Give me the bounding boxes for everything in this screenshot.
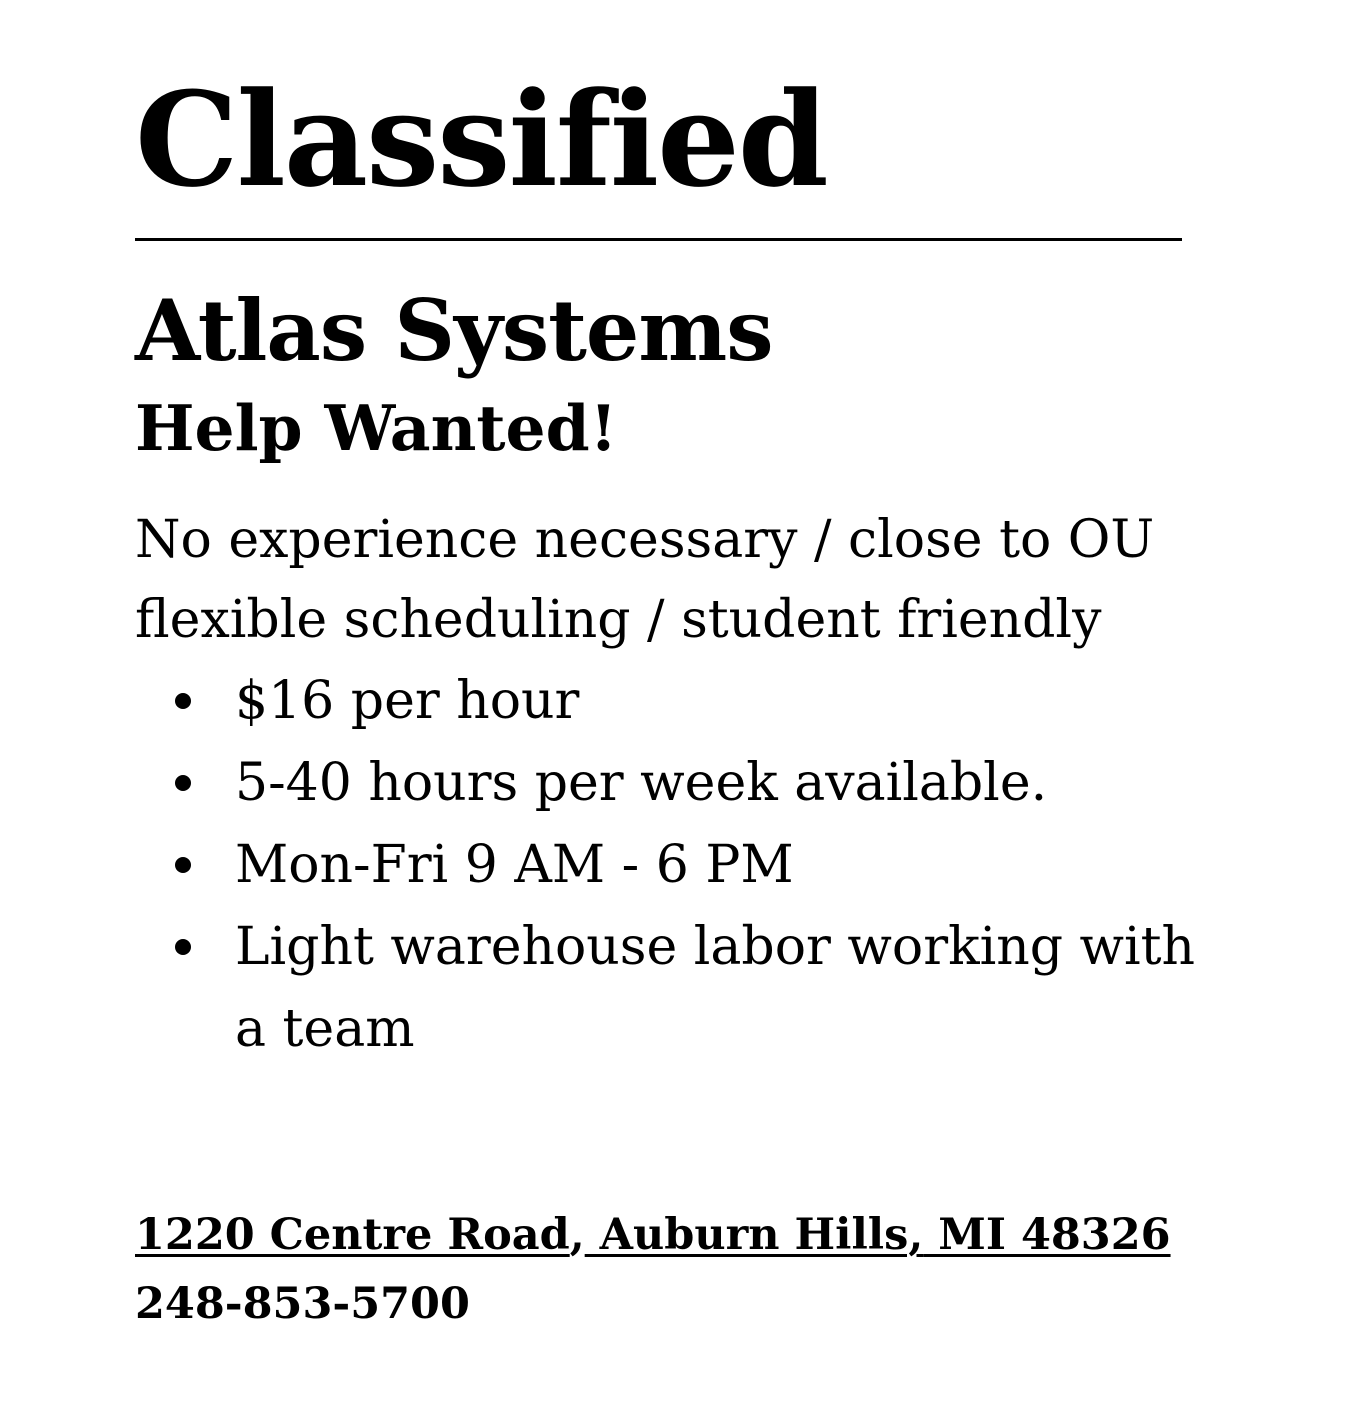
address-street-link[interactable]: 1220 Centre Road xyxy=(135,1210,570,1260)
company-name: Atlas Systems xyxy=(135,281,773,380)
list-item xyxy=(135,660,1245,742)
list-item-text: Mon-Fri 9 AM - 6 PM xyxy=(235,835,794,895)
list-item-text: Light warehouse labor working with xyxy=(235,917,1196,977)
bullet-icon xyxy=(175,939,191,955)
list-item-text-continuation: a team xyxy=(235,999,415,1059)
list-item xyxy=(135,824,1245,906)
benefits-list xyxy=(135,660,1245,1070)
ad-headline: Help Wanted! xyxy=(135,391,618,465)
list-item xyxy=(135,906,1245,1070)
list-item-text: 5-40 hours per week available. xyxy=(235,753,1048,813)
list-item xyxy=(135,742,1245,824)
bullet-icon xyxy=(175,857,191,873)
intro-text xyxy=(135,500,1154,660)
address-state-zip-link[interactable]: MI 48326 xyxy=(923,1210,1171,1260)
bullet-icon xyxy=(175,775,191,791)
intro-line: No experience necessary / close to OU xyxy=(135,510,1155,570)
title-divider xyxy=(135,238,1182,241)
phone-number: 248-853-5700 xyxy=(135,1279,470,1329)
address-separator: , xyxy=(569,1210,585,1260)
list-item-text: $16 per hour xyxy=(235,671,580,731)
section-title: Classified xyxy=(135,63,827,216)
address xyxy=(135,1205,1171,1265)
bullet-icon xyxy=(175,693,191,709)
address-city-link[interactable]: Auburn Hills, xyxy=(584,1210,924,1260)
intro-line: flexible scheduling / student friendly xyxy=(135,590,1102,650)
